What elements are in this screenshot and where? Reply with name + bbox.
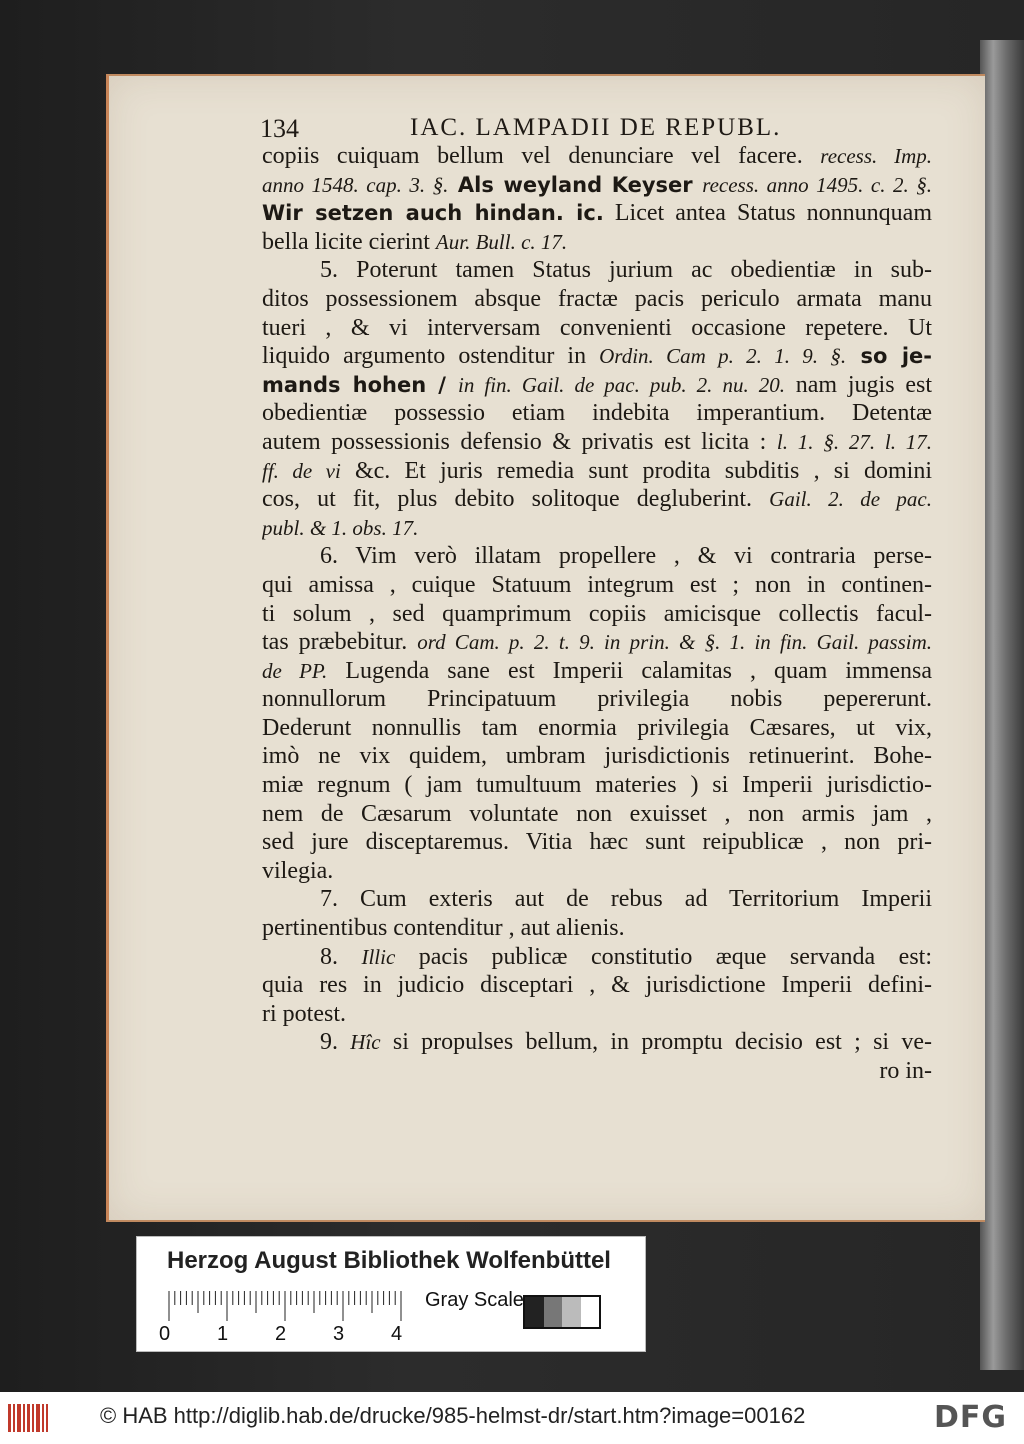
text-line <box>262 285 932 314</box>
text-line <box>262 714 932 743</box>
text-line <box>262 600 932 629</box>
text-segment: 8. <box>320 943 362 970</box>
text-segment: 9. <box>320 1029 351 1056</box>
text-line <box>262 1000 932 1029</box>
ruler-label: 1 <box>217 1323 229 1345</box>
gray-swatch-cell <box>525 1297 544 1327</box>
text-segment: Ordin. Cam p. 2. 1. 9. §. <box>599 344 847 369</box>
text-segment: Licet antea Status nonnunquam <box>603 200 932 227</box>
text-line <box>262 514 932 543</box>
text-segment: pacis publicæ constitutio æque servanda est: <box>395 943 932 970</box>
text-segment: ri potest. <box>262 1000 346 1027</box>
text-segment: de PP. <box>262 658 328 683</box>
running-title: IAC. LAMPADII DE REPUBL. <box>410 114 782 141</box>
page-number: 134 <box>260 114 299 143</box>
text-segment: recess. Imp. <box>820 144 932 168</box>
footer-bar <box>0 1392 1024 1444</box>
text-segment: anno 1548. cap. 3. §. <box>262 172 449 197</box>
text-segment: quia res in judicio disceptari , & jurisdictione Imperii defini- <box>262 972 932 999</box>
text-line <box>262 485 932 514</box>
text-line <box>262 885 932 914</box>
text-segment: recess. anno 1495. c. 2. §. <box>702 172 932 197</box>
library-color-card <box>136 1236 646 1352</box>
text-segment: mands hohen / <box>262 372 459 397</box>
ruler-label: 3 <box>333 1323 345 1345</box>
text-line <box>262 199 932 228</box>
gray-swatch-cell <box>562 1297 581 1327</box>
text-segment: nem de Cæsarum voluntate non exuisset , non armis jam , <box>262 800 932 827</box>
text-segment: l. 1. §. 27. l. 17. <box>776 429 932 454</box>
text-segment: tas præbebitur. <box>262 629 418 656</box>
text-line <box>262 857 932 886</box>
text-segment: publ. & 1. obs. 17. <box>262 515 419 540</box>
text-segment: cos, ut fit, plus debito solitoque degluberint. <box>262 486 770 513</box>
barcode-icon <box>8 1404 48 1432</box>
text-segment: copiis cuiquam bellum vel denunciare vel facere. <box>262 143 821 169</box>
text-line <box>262 256 932 285</box>
ruler-labels <box>159 1323 429 1347</box>
ruler-label: 4 <box>391 1323 403 1345</box>
text-segment: sed jure disceptaremus. Vitia hæc sunt reipublicæ , non pri- <box>262 829 932 856</box>
text-segment: ff. de vi <box>262 458 341 483</box>
text-line <box>262 457 932 486</box>
text-segment: bella licite cierint <box>262 228 436 255</box>
text-line <box>262 428 932 457</box>
text-line <box>262 943 932 972</box>
text-segment: so je- <box>846 344 932 369</box>
text-line <box>262 914 932 943</box>
text-line <box>262 800 932 829</box>
text-segment: ro in- <box>879 1058 932 1084</box>
gray-scale-swatch <box>523 1295 601 1329</box>
text-line <box>262 742 932 771</box>
text-line <box>262 228 932 257</box>
text-segment: si propulses bellum, in promptu decisio est ; si ve- <box>380 1029 932 1056</box>
gray-swatch-cell <box>544 1297 563 1327</box>
text-segment: Aur. Bull. c. 17. <box>435 229 568 254</box>
text-segment: &c. Et juris remedia sunt prodita subditis , si domini <box>340 457 932 484</box>
text-line <box>262 371 932 400</box>
text-segment: Hîc <box>350 1030 381 1055</box>
dfg-logo: DFG <box>934 1400 1008 1435</box>
text-segment: in fin. Gail. de pac. pub. 2. nu. 20. <box>458 372 785 397</box>
body-text <box>262 142 932 1086</box>
text-segment: ord Cam. p. 2. t. 9. in prin. & §. 1. in fin. Gail. passim. <box>417 630 932 655</box>
ruler-scale <box>167 1289 407 1321</box>
text-line <box>262 1028 932 1057</box>
text-segment: imò ne vix quidem, umbram jurisdictionis retinuerint. Bohe- <box>262 743 932 770</box>
ruler-label: 0 <box>159 1323 171 1345</box>
text-segment: 7. Cum exteris aut de rebus ad Territorium Imperii <box>320 886 932 913</box>
library-title: Herzog August Bibliothek Wolfenbüttel <box>167 1247 611 1274</box>
text-segment: nam jugis est <box>785 371 932 398</box>
text-line <box>262 171 932 200</box>
text-segment: Wir setzen auch hindan. ic. <box>262 201 604 226</box>
gray-swatch-cell <box>581 1297 600 1327</box>
text-segment: Als weyland Keyser <box>448 172 703 197</box>
text-segment: Illic <box>361 944 396 969</box>
text-segment: miæ regnum ( jam tumultuum materies ) si Imperii jurisdictio- <box>262 772 932 799</box>
text-segment: nonnullorum Principatuum privilegia nobis pepererunt. <box>262 686 932 713</box>
text-segment: autem possessionis defensio & privatis est licita : <box>262 428 777 455</box>
text-line <box>262 142 932 171</box>
text-line <box>262 1057 932 1086</box>
text-segment: obedientiæ possessio etiam indebita imperantium. Detentæ <box>262 400 932 427</box>
text-line <box>262 657 932 686</box>
text-segment: tueri , & vi interversam convenienti occasione repetere. Ut <box>262 314 932 341</box>
text-line <box>262 542 932 571</box>
text-line <box>262 399 932 428</box>
text-segment: liquido argumento ostenditur in <box>262 343 600 370</box>
text-segment: vilegia. <box>262 857 334 884</box>
text-line <box>262 628 932 657</box>
text-segment: pertinentibus contenditur , aut alienis. <box>262 915 625 942</box>
text-segment: Dederunt nonnullis tam enormia privilegia Cæsares, ut vix, <box>262 714 932 741</box>
text-segment: ti solum , sed quamprimum copiis amicisque collectis facul- <box>262 600 932 627</box>
copyright-link[interactable]: © HAB http://diglib.hab.de/drucke/985-helmst-dr/start.htm?image=00162 <box>100 1403 806 1428</box>
text-line <box>262 571 932 600</box>
ruler-label: 2 <box>275 1323 287 1345</box>
text-line <box>262 314 932 343</box>
text-line <box>262 828 932 857</box>
text-line <box>262 685 932 714</box>
gray-scale-label: Gray Scale <box>425 1289 524 1311</box>
scanner-edge <box>980 40 1024 1370</box>
text-line <box>262 771 932 800</box>
text-segment: 5. Poterunt tamen Status jurium ac obedientiæ in sub- <box>320 257 932 284</box>
text-line <box>262 342 932 371</box>
text-segment: 6. Vim verò illatam propellere , & vi contraria perse- <box>320 543 932 570</box>
text-segment: ditos possessionem absque fractæ pacis periculo armata manu <box>262 285 932 312</box>
text-segment: qui amissa , cuique Statuum integrum est ; non in continen- <box>262 571 932 598</box>
text-segment: Lugenda sane est Imperii calamitas , quam immensa <box>327 657 932 684</box>
text-segment: Gail. 2. de pac. <box>769 487 932 512</box>
text-line <box>262 971 932 1000</box>
